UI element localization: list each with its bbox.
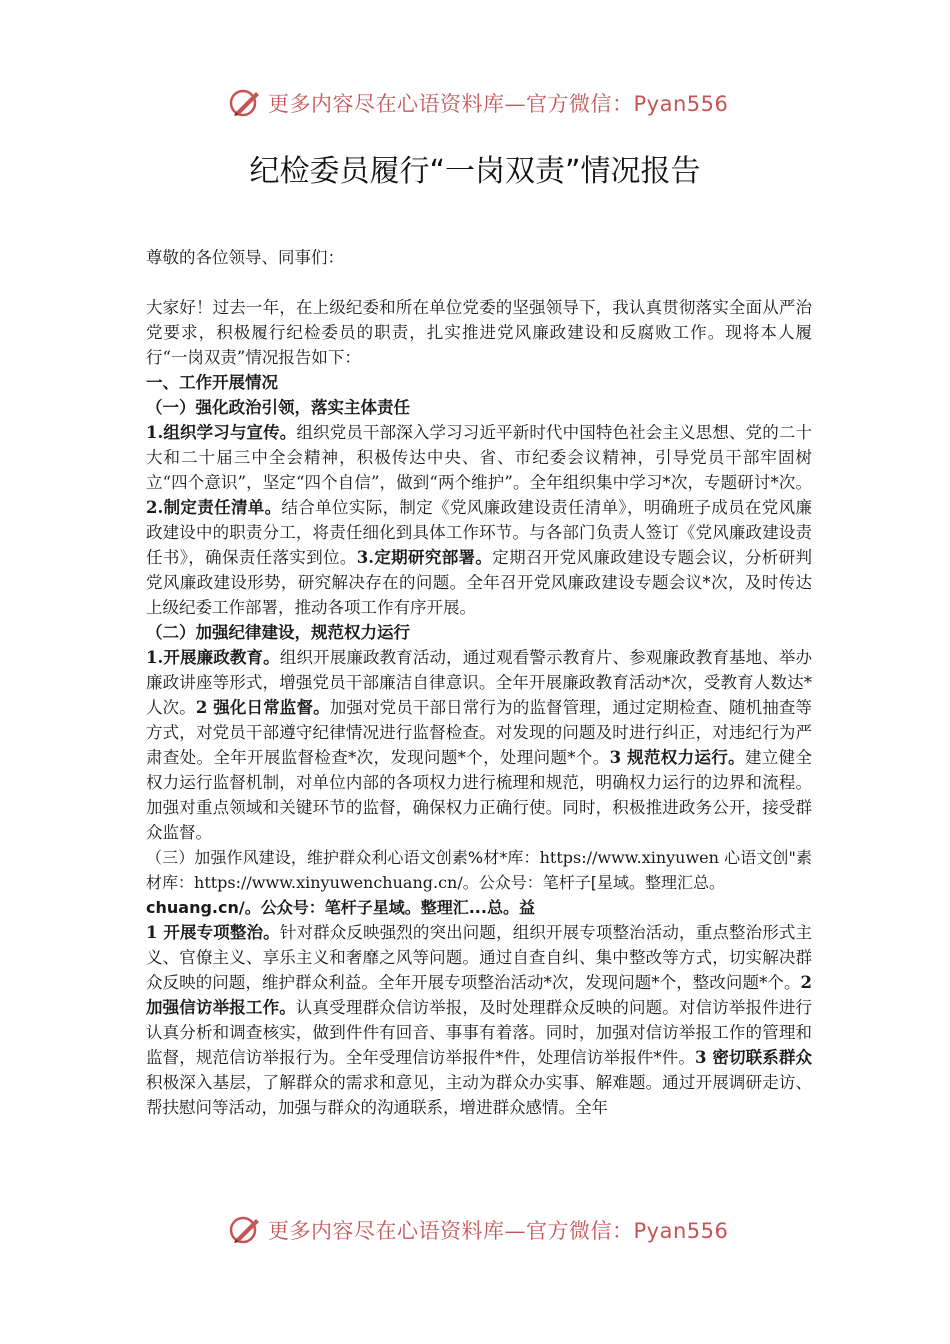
pen-logo-icon xyxy=(228,86,262,120)
subsection-heading: （一）强化政治引领，落实主体责任 xyxy=(146,398,410,417)
paragraph: 1.组织学习与宣传。组织党员干部深入学习习近平新时代中国特色社会主义思想、党的二十大和二十届三中全会精神，积极传达中央、省、市纪委会议精神，引导党员干部牢固树立“四个意识”，坚定“四个自信”，做到“两个维护”。全年组织集中学习*次，专题研讨*次。2.制定责任清单。结合单位实际，制定《党风廉政建设责任清单》，明确班子成员在党风廉政建设中的职责分工，将责任细化到具体工作环节。与各部门负责人签订《党风廉政建设责任书》，确保责任落实到位。3.定期研究部署。定期召开党风廉政建设专题会议，分析研判党风廉政建设形势，研究解决存在的问题。全年召开党风廉政建设专题会议*次，及时传达上级纪委工作部署，推动各项工作有序开展。 xyxy=(146,423,813,617)
paragraph: 1 开展专项整治。针对群众反映强烈的突出问题，组织开展专项整治活动，重点整治形式主义、官僚主义、享乐主义和奢靡之风等问题。通过自查自纠、集中整改等方式，切实解决群众反映的问题，维护群众利益。全年开展专项整治活动*次，发现问题*个，整改问题*个。2 加强信访举报工作。认真受理群众信访举报，及时处理群众反映的问题。对信访举报件进行认真分析和调查核实，做到件件有回音、事事有着落。同时，加强对信访举报工作的管理和监督，规范信访举报行为。全年受理信访举报件*件，处理信访举报件*件。3 密切联系群众积极深入基层，了解群众的需求和意见，主动为群众办实事、解难题。通过开展调研走访、帮扶慰问等活动，加强与群众的沟通联系，增进群众感情。全年 xyxy=(146,923,813,1117)
watermark-line: chuang.cn/。公众号：笔杆子星域。整理汇...总。益 xyxy=(146,898,535,917)
document-body xyxy=(146,245,812,1120)
watermark-banner-bottom xyxy=(0,1211,950,1251)
watermark-text: 更多内容尽在心语资料库—官方微信：Pyan556 xyxy=(268,92,729,116)
document-title: 纪检委员履行“一岗双责”情况报告 xyxy=(249,154,701,189)
paragraph: 1.开展廉政教育。组织开展廉政教育活动，通过观看警示教育片、参观廉政教育基地、举办廉政讲座等形式，增强党员干部廉洁自律意识。全年开展廉政教育活动*次，受教育人数达*人次。2 强化日常监督。加强对党员干部日常行为的监督管理，通过定期检查、随机抽查等方式，对党员干部遵守纪律情况进行监督检查。对发现的问题及时进行纠正，对违纪行为严肃查处。全年开展监督检查*次，发现问题*个，处理问题*个。3 规范权力运行。建立健全权力运行监督机制，对单位内部的各项权力进行梳理和规范，明确权力运行的边界和流程。加强对重点领域和关键环节的监督，确保权力正确行使。同时，积极推进政务公开，接受群众监督。 xyxy=(146,648,813,842)
watermark-text: 更多内容尽在心语资料库—官方微信：Pyan556 xyxy=(268,1219,729,1243)
intro-paragraph: 大家好！过去一年，在上级纪委和所在单位党委的坚强领导下，我认真贯彻落实全面从严治党要求，积极履行纪检委员的职责，扎实推进党风廉政建设和反腐败工作。现将本人履行“一岗双责”情况报告如下： xyxy=(146,298,812,367)
pen-logo-icon xyxy=(228,1213,262,1247)
subsection-heading-mixed: （三）加强作风建设，维护群众利心语文创素%材*库：https://www.xinyuwen 心语文创"素材库：https://www.xinyuwenchuang.cn/。公众号：笔杆子[星域。整理汇总。 xyxy=(146,848,812,892)
watermark-banner-top xyxy=(0,84,950,124)
section-heading: 一、工作开展情况 xyxy=(146,373,278,392)
subsection-heading: （二）加强纪律建设，规范权力运行 xyxy=(146,623,410,642)
salutation: 尊敬的各位领导、同事们： xyxy=(146,248,344,267)
